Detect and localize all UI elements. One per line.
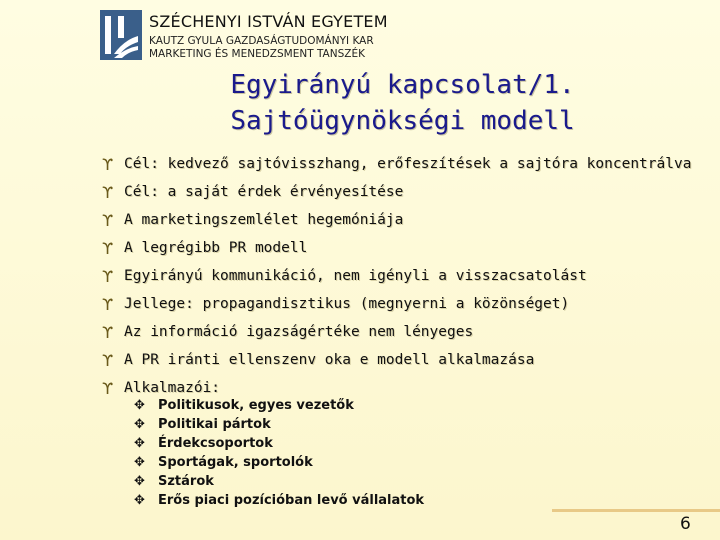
- sub-bullet-icon: ✥: [134, 493, 145, 508]
- bullet-icon: ϒ: [102, 378, 114, 398]
- bullet-icon: ϒ: [102, 294, 114, 314]
- sub-bullet-icon: ✥: [134, 417, 145, 432]
- bullet-icon: ϒ: [102, 350, 114, 370]
- sub-bullet-icon: ✥: [134, 455, 145, 470]
- sub-item-text: Sztárok: [158, 474, 214, 489]
- footer-accent-line: [552, 509, 720, 512]
- bullet-icon: ϒ: [102, 266, 114, 286]
- bullet-icon: ϒ: [102, 238, 114, 258]
- faculty-name: [149, 35, 374, 61]
- slide-title-line-1: Egyirányú kapcsolat/1.: [230, 70, 575, 100]
- bullet-item: [102, 290, 691, 318]
- bullet-text: A legrégibb PR modell: [124, 240, 308, 256]
- university-name: SZÉCHENYI ISTVÁN EGYETEM: [149, 12, 388, 31]
- sub-item-text: Politikai pártok: [158, 417, 271, 432]
- bullet-text: Cél: kedvező sajtóvisszhang, erőfeszítések a sajtóra koncentrálva: [124, 156, 692, 172]
- bullet-item: [102, 234, 691, 262]
- bullet-text: Az információ igazságértéke nem lényeges: [124, 324, 474, 340]
- page-number: 6: [680, 514, 691, 534]
- bullet-text: A PR iránti ellenszenv oka e modell alkalmazása: [124, 352, 535, 368]
- bullet-text: A marketingszemlélet hegemóniája: [124, 212, 404, 228]
- bullet-item: [102, 178, 691, 206]
- slide-title-line-2: Sajtóügynökségi modell: [230, 106, 575, 136]
- sub-bullet-icon: ✥: [134, 398, 145, 413]
- sub-list-item: [134, 453, 424, 472]
- bullet-icon: ϒ: [102, 210, 114, 230]
- sub-bullet-icon: ✥: [134, 436, 145, 451]
- bullet-list: [102, 150, 691, 402]
- sub-item-text: Sportágak, sportolók: [158, 455, 313, 470]
- bullet-text: Alkalmazói:: [124, 380, 221, 396]
- bullet-text: Cél: a saját érdek érvényesítése: [124, 184, 404, 200]
- bullet-item: [102, 318, 691, 346]
- bullet-item: [102, 262, 691, 290]
- faculty-line-2: MARKETING ÉS MENEDZSMENT TANSZÉK: [149, 48, 365, 60]
- sub-bullet-list: [134, 396, 424, 510]
- sub-list-item: [134, 415, 424, 434]
- sub-list-item: [134, 396, 424, 415]
- bullet-item: [102, 206, 691, 234]
- sub-list-item: [134, 491, 424, 510]
- bullet-text: Jellege: propagandisztikus (megnyerni a közönséget): [124, 296, 570, 312]
- sub-list-item: [134, 472, 424, 491]
- bullet-icon: ϒ: [102, 154, 114, 174]
- bullet-text: Egyirányú kommunikáció, nem igényli a visszacsatolást: [124, 268, 587, 284]
- bullet-item: [102, 346, 691, 374]
- university-logo-icon: [100, 10, 142, 60]
- sub-item-text: Érdekcsoportok: [158, 436, 273, 451]
- bullet-item: [102, 150, 691, 178]
- bullet-icon: ϒ: [102, 322, 114, 342]
- sub-item-text: Erős piaci pozícióban levő vállalatok: [158, 493, 425, 508]
- sub-bullet-icon: ✥: [134, 474, 145, 489]
- bullet-icon: ϒ: [102, 182, 114, 202]
- sub-list-item: [134, 434, 424, 453]
- sub-item-text: Politikusok, egyes vezetők: [158, 398, 354, 413]
- faculty-line-1: KAUTZ GYULA GAZDASÁGTUDOMÁNYI KAR: [149, 35, 374, 47]
